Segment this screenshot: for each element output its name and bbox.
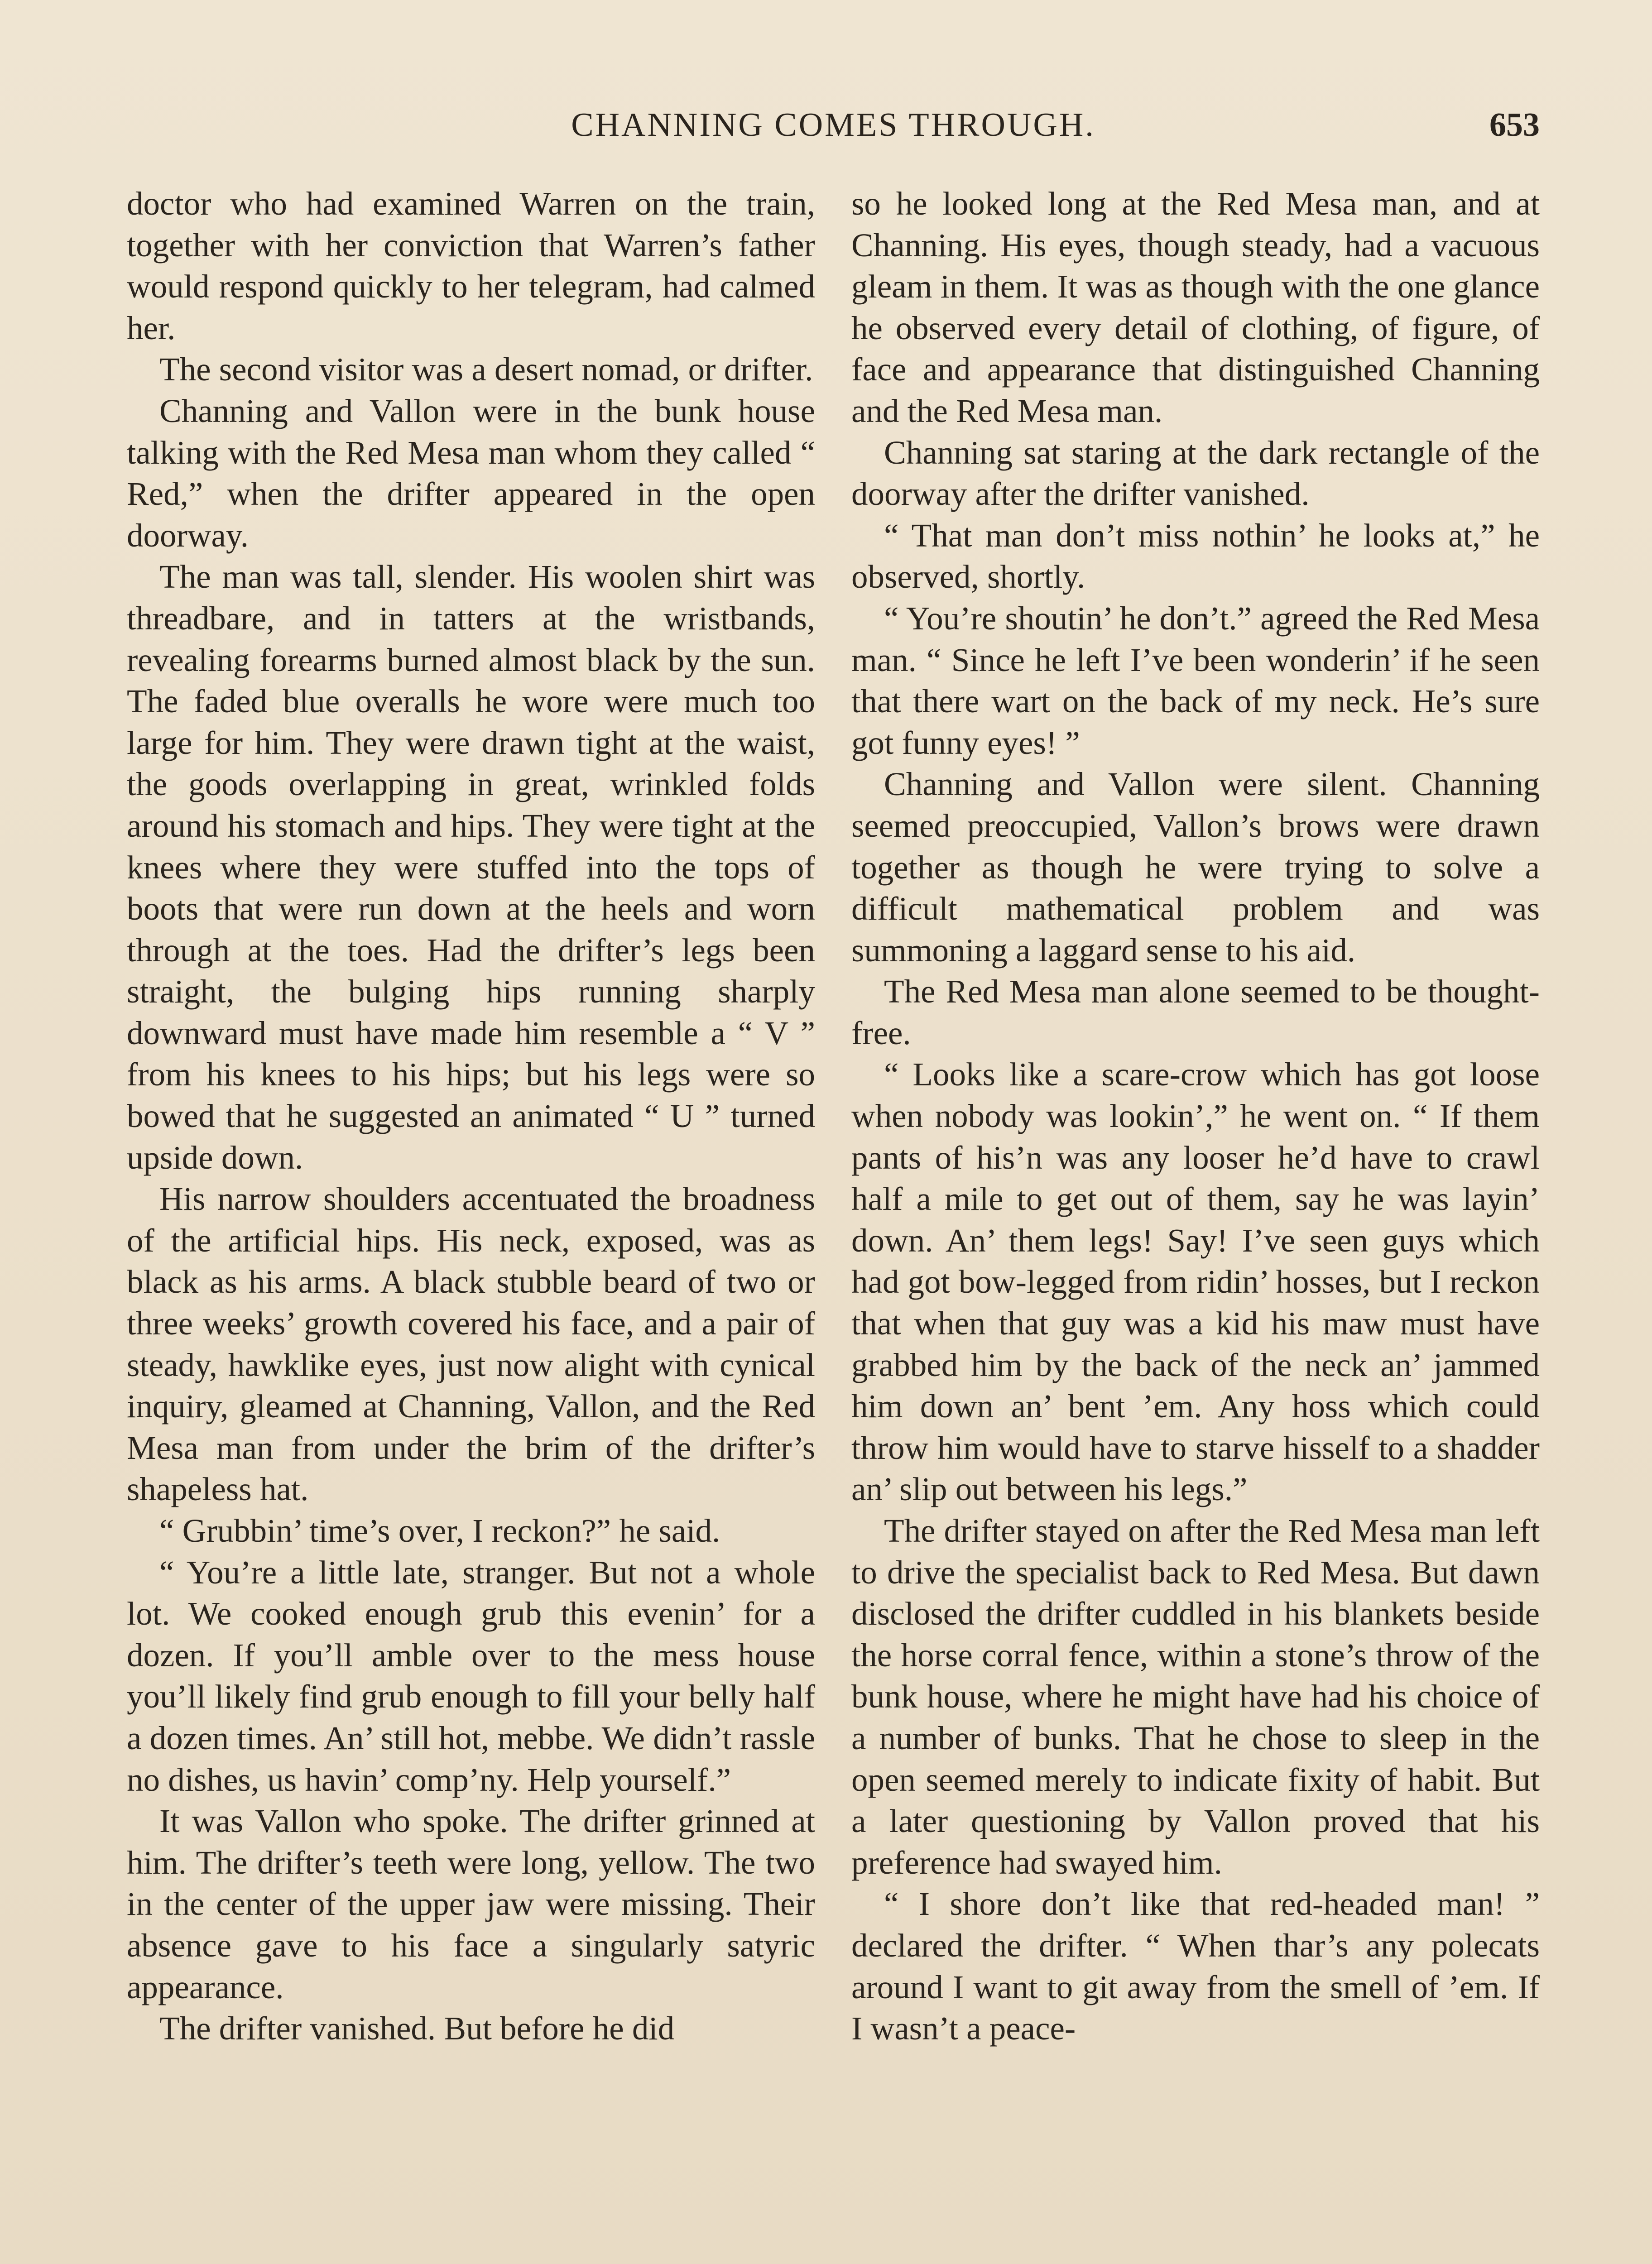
- paragraph: The drifter stayed on after the Red Mesa man left to drive the specialist back to Red Mesa. But dawn disclosed the drifter cuddled in his blankets beside the horse corral fence, within a stone’s throw of the bunk house, where he might have had his choice of a number of bunks. That he chose to sleep in the open seemed merely to indicate fixity of habit. But a later questioning by Vallon proved that his preference had swayed him.: [851, 1512, 1540, 1881]
- page-header: [127, 102, 1540, 148]
- paragraph: Channing sat staring at the dark rectangle of the doorway after the drifter vanished.: [851, 434, 1540, 513]
- paragraph: His narrow shoulders accentuated the broadness of the artificial hips. His neck, exposed, was as black as his arms. A black stubble beard of two or three weeks’ growth covered his face, and a pair of steady, hawklike eyes, just now alight with cynical inquiry, gleamed at Channing, Vallon, and the Red Mesa man from under the brim of the drifter’s shapeless hat.: [127, 1180, 815, 1508]
- paragraph: Channing and Vallon were in the bunk house talking with the Red Mesa man whom they called “ Red,” when the drifter appeared in the open doorway.: [127, 392, 815, 554]
- paragraph: “ I shore don’t like that red-headed man! ” declared the drifter. “ When thar’s any polecats around I want to git away from the smell of ’em. If I wasn’t a peace-: [851, 1885, 1540, 2047]
- running-title: CHANNING COMES THROUGH.: [571, 106, 1095, 144]
- paragraph: “ Looks like a scare-crow which has got loose when nobody was lookin’,” he went on. “ If them pants of his’n was any looser he’d have to crawl half a mile to get out of them, say he was layin’ down. An’ them legs! Say! I’ve seen guys which had got bow-legged from ridin’ hosses, but I reckon that when that guy was a kid his maw must have grabbed him by the back of the neck an’ jammed him down an’ bent ’em. Any hoss which could throw him would have to starve hisself to a shadder an’ slip out between his legs.”: [851, 1056, 1540, 1508]
- left-column: [127, 183, 815, 2049]
- paragraph: The Red Mesa man alone seemed to be thought-free.: [851, 973, 1540, 1051]
- page-number: 653: [1489, 106, 1540, 144]
- paragraph: The man was tall, slender. His woolen shirt was threadbare, and in tatters at the wristbands, revealing forearms burned almost black by the sun. The faded blue overalls he wore were much too large for him. They were drawn tight at the waist, the goods overlapping in great, wrinkled folds around his stomach and hips. They were tight at the knees where they were stuffed into the tops of boots that were run down at the heels and worn through at the toes. Had the drifter’s legs been straight, the bulging hips running sharply downward must have made him resemble a “ V ” from his knees to his hips; but his legs were so bowed that he suggested an animated “ U ” turned upside down.: [127, 558, 815, 1176]
- paragraph: “ That man don’t miss nothin’ he looks at,” he observed, shortly.: [851, 517, 1540, 595]
- paragraph: doctor who had examined Warren on the train, together with her conviction that Warren’s father would respond quickly to her telegram, had calmed her.: [127, 185, 815, 346]
- paragraph: “ You’re a little late, stranger. But not a whole lot. We cooked enough grub this evenin’ for a dozen. If you’ll amble over to the mess house you’ll likely find grub enough to fill your belly half a dozen times. An’ still hot, mebbe. We didn’t rassle no dishes, us havin’ comp’ny. Help yourself.”: [127, 1554, 815, 1798]
- paragraph: The second visitor was a desert nomad, or drifter.: [159, 351, 813, 388]
- paragraph: Channing and Vallon were silent. Channing seemed preoccupied, Vallon’s brows were drawn together as though he were trying to solve a difficult mathematical problem and was summoning a laggard sense to his aid.: [851, 766, 1540, 969]
- paragraph: “ You’re shoutin’ he don’t.” agreed the Red Mesa man. “ Since he left I’ve been wonderin’ if he seen that there wart on the back of my neck. He’s sure got funny eyes! ”: [851, 600, 1540, 761]
- paragraph: It was Vallon who spoke. The drifter grinned at him. The drifter’s teeth were long, yellow. The two in the center of the upper jaw were missing. Their absence gave to his face a singularly satyric appearance.: [127, 1803, 815, 2005]
- right-column: [851, 183, 1540, 2049]
- paragraph: “ Grubbin’ time’s over, I reckon?” he said.: [159, 1512, 720, 1549]
- paragraph: so he looked long at the Red Mesa man, and at Channing. His eyes, though steady, had a vacuous gleam in them. It was as though with the one glance he observed every detail of clothing, of figure, of face and appearance that distinguished Channing and the Red Mesa man.: [851, 185, 1540, 429]
- paragraph: The drifter vanished. But before he did: [159, 2010, 675, 2047]
